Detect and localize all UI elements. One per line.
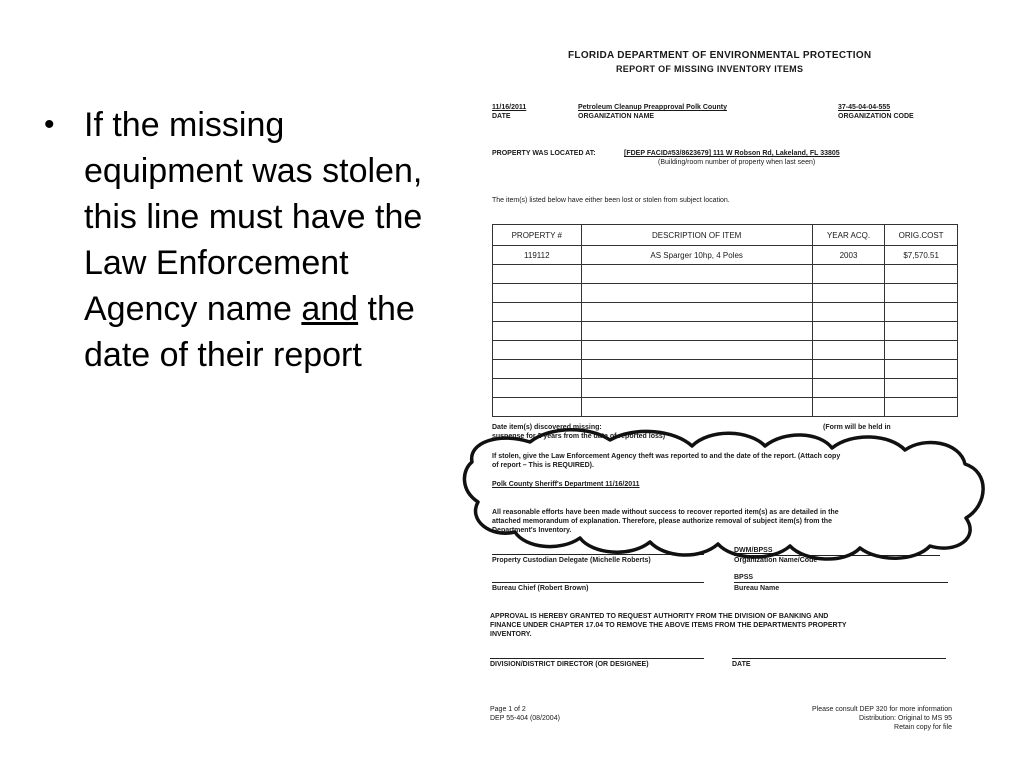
consult-text: Please consult DEP 320 for more information xyxy=(812,706,952,713)
signature-line xyxy=(732,658,946,659)
page-number: Page 1 of 2 xyxy=(490,706,526,713)
retain-text: Retain copy for file xyxy=(894,724,952,731)
bullet-text xyxy=(84,102,424,378)
signature-line xyxy=(490,658,704,659)
hand-drawn-cloud-highlight xyxy=(460,420,1010,570)
discovered-text-right: (Form will be held in xyxy=(823,424,891,431)
org-name-label: ORGANIZATION NAME xyxy=(578,113,655,120)
table-cell: 119112 xyxy=(493,246,582,265)
table-header-cell: ORIG.COST xyxy=(885,225,958,246)
table-row xyxy=(493,341,958,360)
org-code2-label: Organization Name/Code xyxy=(734,557,818,564)
table-row xyxy=(493,246,958,265)
efforts-text-1: All reasonable efforts have been made without success to recover reported item(s) as are detailed in the xyxy=(492,509,839,516)
slide-bullet-list xyxy=(44,102,424,378)
table-cell: $7,570.51 xyxy=(885,246,958,265)
table-header-cell: PROPERTY # xyxy=(493,225,582,246)
director-label: DIVISION/DISTRICT DIRECTOR (OR DESIGNEE) xyxy=(490,661,649,668)
bullet-item xyxy=(44,102,424,378)
org-code-label: ORGANIZATION CODE xyxy=(838,113,914,120)
table-row xyxy=(493,303,958,322)
efforts-text-2: attached memorandum of explanation. Therefore, please authorize removal of subject item(s) from the xyxy=(492,518,832,525)
org-name-value: Petroleum Cleanup Preapproval Polk County xyxy=(578,104,727,111)
table-row xyxy=(493,322,958,341)
bullet-text-part2: the date of their report xyxy=(84,290,415,374)
discovered-text: Date item(s) discovered missing: xyxy=(492,424,602,431)
table-row xyxy=(493,398,958,417)
items-statement: The item(s) listed below have either been lost or stolen from subject location. xyxy=(492,197,730,204)
table-header-row xyxy=(493,225,958,246)
table-row xyxy=(493,379,958,398)
date-value: 11/16/2011 xyxy=(492,104,527,111)
table-header-cell: DESCRIPTION OF ITEM xyxy=(581,225,812,246)
table-header-cell: YEAR ACQ. xyxy=(812,225,884,246)
bullet-text-part1: If the missing equipment was stolen, this line must have the Law Enforcement Agency name xyxy=(84,106,423,328)
signature-line xyxy=(734,582,948,583)
form-title: REPORT OF MISSING INVENTORY ITEMS xyxy=(616,64,804,74)
inventory-table xyxy=(492,224,958,417)
bullet-dot: • xyxy=(44,108,55,141)
director-date-label: DATE xyxy=(732,661,751,668)
signature-line xyxy=(492,582,704,583)
bureau-chief-label: Bureau Chief (Robert Brown) xyxy=(492,585,589,592)
distribution-text: Distribution: Original to MS 95 xyxy=(859,715,952,722)
approval-text-3: INVENTORY. xyxy=(490,631,532,638)
form-agency: FLORIDA DEPARTMENT OF ENVIRONMENTAL PROTECTION xyxy=(568,50,872,61)
form-number: DEP 55-404 (08/2004) xyxy=(490,715,560,722)
located-caption: (Building/room number of property when last seen) xyxy=(658,159,816,166)
located-value: [FDEP FACID#53/8623679] 111 W Robson Rd, Lakeland, FL 33805 xyxy=(624,150,840,157)
date-label: DATE xyxy=(492,113,511,120)
efforts-text-3: Department's Inventory. xyxy=(492,527,572,534)
scanned-form xyxy=(478,44,962,744)
table-row xyxy=(493,360,958,379)
custodian-label: Property Custodian Delegate (Michelle Roberts) xyxy=(492,557,651,564)
bureau-value: BPSS xyxy=(734,574,754,581)
stolen-text-2: of report – This is REQUIRED). xyxy=(492,462,594,469)
table-cell: AS Sparger 10hp, 4 Poles xyxy=(581,246,812,265)
located-label: PROPERTY WAS LOCATED AT: xyxy=(492,150,596,157)
table-row xyxy=(493,284,958,303)
table-cell: 2003 xyxy=(812,246,884,265)
bullet-emphasis: and xyxy=(301,290,359,328)
stolen-text-1: If stolen, give the Law Enforcement Agency theft was reported to and the date of the report. (Attach copy xyxy=(492,453,841,460)
org-code-value: 37-45-04-04-555 xyxy=(838,104,891,111)
org-code2-value: DWM/BPSS xyxy=(734,547,773,554)
approval-text-1: APPROVAL IS HEREBY GRANTED TO REQUEST AUTHORITY FROM THE DIVISION OF BANKING AND xyxy=(490,613,829,620)
table-row xyxy=(493,265,958,284)
bureau-label: Bureau Name xyxy=(734,585,780,592)
suspense-text: suspense for 2 years from the date of reported loss) xyxy=(492,433,666,440)
stolen-value: Polk County Sheriff's Department 11/16/2011 xyxy=(492,481,640,488)
approval-text-2: FINANCE UNDER CHAPTER 17.04 TO REMOVE THE ABOVE ITEMS FROM THE DEPARTMENTS PROPERTY xyxy=(490,622,847,629)
